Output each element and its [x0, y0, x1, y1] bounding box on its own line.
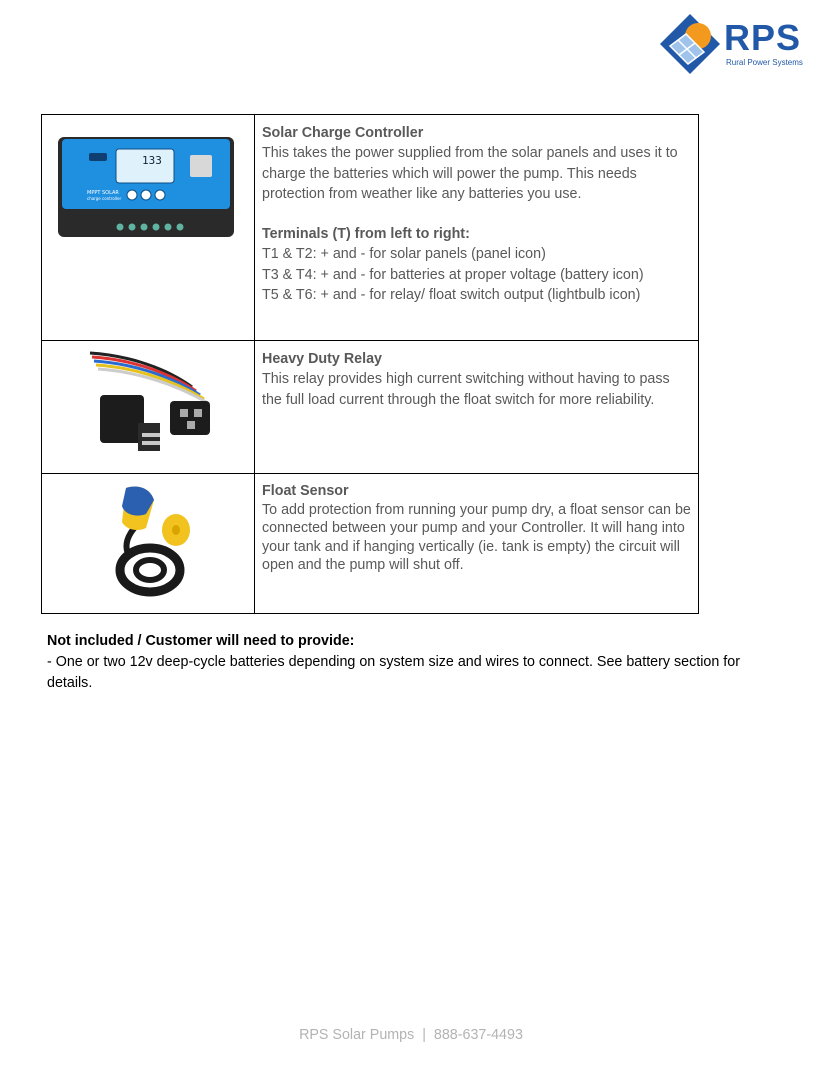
terminal-line: T5 & T6: + and - for relay/ float switch output (lightbulb icon) [262, 287, 641, 304]
image-cell [42, 341, 255, 474]
logo-word: RPS [724, 17, 802, 58]
image-cell [42, 115, 255, 341]
terminals-heading: Terminals (T) from left to right: [262, 226, 470, 243]
description-cell [255, 115, 699, 341]
terminal-line: T3 & T4: + and - for batteries at proper voltage (battery icon) [262, 266, 644, 283]
components-table [41, 114, 699, 614]
rps-logo-icon [658, 12, 722, 76]
terminal-line: T1 & T2: + and - for solar panels (panel icon) [262, 246, 546, 263]
float-sensor-image [42, 474, 254, 605]
item-description: To add protection from running your pump dry, a float sensor can be connected between your pump and your Controller. It will hang into your tank and if hanging vertically (ie. tank is empty) the circuit will open and the pump will shut off. [262, 501, 691, 573]
note-heading: Not included / Customer will need to provide: [47, 633, 355, 649]
image-cell [42, 474, 255, 614]
relay-image [42, 341, 254, 465]
note-text: - One or two 12v deep-cycle batteries depending on system size and wires to connect. See battery section for details. [47, 654, 740, 691]
item-description: This relay provides high current switching without having to pass the full load current through the float switch for more reliability. [262, 371, 670, 408]
description-cell [255, 474, 699, 614]
controller-brand: MPPT SOLAR [87, 190, 119, 196]
page-footer: RPS Solar Pumps | 888-637-4493 [299, 1027, 523, 1043]
item-title: Solar Charge Controller [262, 125, 424, 141]
charge-controller-image [42, 115, 254, 332]
item-description: This takes the power supplied from the solar panels and uses it to charge the batteries which will power the pump. This needs protection from weather like any batteries you use. [262, 145, 678, 202]
item-title: Float Sensor [262, 483, 349, 499]
customer-note [47, 631, 787, 694]
table-row [42, 474, 699, 614]
table-row [42, 341, 699, 474]
table-row [42, 115, 699, 341]
description-cell [255, 341, 699, 474]
controller-brand-sub: charge controller [87, 196, 122, 201]
item-title: Heavy Duty Relay [262, 351, 382, 367]
company-logo [658, 12, 808, 76]
lcd-readout: 133 [142, 154, 162, 167]
logo-subtitle: Rural Power Systems [726, 58, 803, 67]
